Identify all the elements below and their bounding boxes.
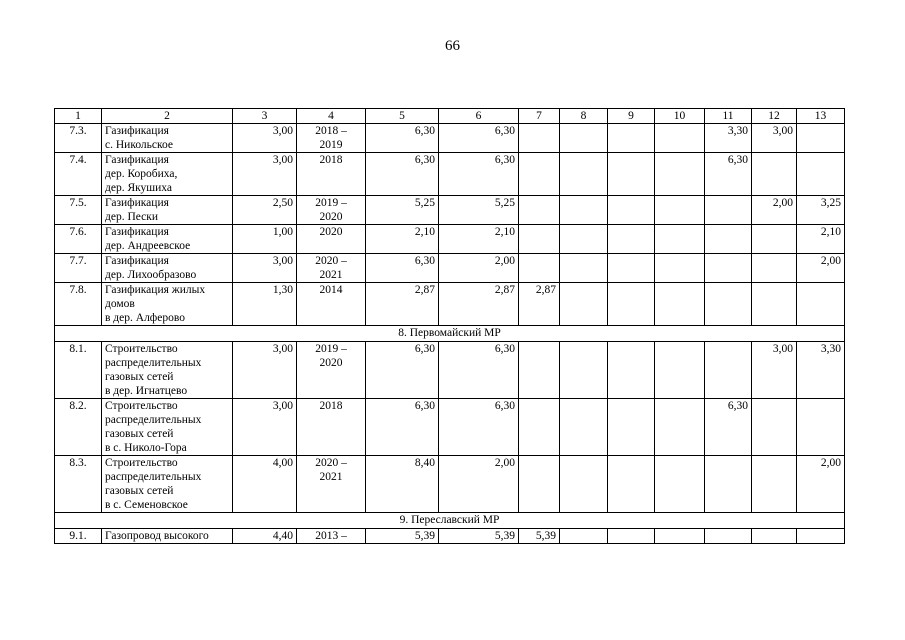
value-cell	[560, 153, 608, 196]
value-cell: 3,00	[233, 153, 297, 196]
value-cell: 6,30	[705, 153, 752, 196]
value-cell	[705, 342, 752, 399]
value-cell	[560, 254, 608, 283]
value-cell: 2020 – 2021	[297, 456, 366, 513]
value-cell: 6,30	[366, 254, 439, 283]
value-cell: 2,87	[366, 283, 439, 326]
value-cell	[560, 456, 608, 513]
table-row	[55, 283, 845, 326]
value-cell	[705, 196, 752, 225]
value-cell: 3,00	[233, 342, 297, 399]
section-title: 8. Первомайский МР	[55, 326, 845, 342]
value-cell: 3,30	[705, 124, 752, 153]
value-cell: 6,30	[366, 153, 439, 196]
value-cell	[519, 456, 560, 513]
value-cell	[608, 153, 655, 196]
value-cell	[560, 283, 608, 326]
column-number-cell: 2	[102, 109, 233, 124]
table-row	[55, 456, 845, 513]
value-cell	[608, 399, 655, 456]
value-cell	[752, 456, 797, 513]
value-cell: 5,39	[439, 529, 519, 544]
value-cell: 6,30	[366, 124, 439, 153]
value-cell	[752, 283, 797, 326]
value-cell: 6,30	[705, 399, 752, 456]
value-cell	[608, 196, 655, 225]
value-cell	[519, 399, 560, 456]
column-number-cell: 11	[705, 109, 752, 124]
column-number-row	[55, 109, 845, 124]
object-name-cell: Строительство распределительных газовых сетей в дер. Игнатцево	[102, 342, 233, 399]
row-number-cell: 7.4.	[55, 153, 102, 196]
value-cell: 3,00	[233, 124, 297, 153]
value-cell	[705, 254, 752, 283]
value-cell: 1,00	[233, 225, 297, 254]
value-cell: 2014	[297, 283, 366, 326]
value-cell	[752, 153, 797, 196]
row-number-cell: 8.1.	[55, 342, 102, 399]
value-cell	[655, 399, 705, 456]
value-cell: 2,10	[439, 225, 519, 254]
value-cell	[519, 153, 560, 196]
object-name-cell: Строительство распределительных газовых сетей в с. Николо-Гора	[102, 399, 233, 456]
value-cell: 2018	[297, 153, 366, 196]
row-number-cell: 7.8.	[55, 283, 102, 326]
value-cell	[560, 342, 608, 399]
value-cell: 5,39	[519, 529, 560, 544]
table-row	[55, 529, 845, 544]
value-cell: 2020 – 2021	[297, 254, 366, 283]
table-row	[55, 254, 845, 283]
object-name-cell: Газификация жилых домов в дер. Алферово	[102, 283, 233, 326]
object-name-cell: Строительство распределительных газовых сетей в с. Семеновское	[102, 456, 233, 513]
value-cell: 3,30	[797, 342, 845, 399]
value-cell: 2018 – 2019	[297, 124, 366, 153]
value-cell	[655, 283, 705, 326]
value-cell	[560, 196, 608, 225]
object-name-cell: Газификация дер. Андреевское	[102, 225, 233, 254]
value-cell: 2018	[297, 399, 366, 456]
value-cell: 2,00	[797, 254, 845, 283]
value-cell	[608, 124, 655, 153]
value-cell: 6,30	[366, 399, 439, 456]
value-cell: 3,00	[752, 342, 797, 399]
value-cell	[797, 283, 845, 326]
object-name-cell: Газопровод высокого	[102, 529, 233, 544]
value-cell	[560, 529, 608, 544]
section-title: 9. Переславский МР	[55, 513, 845, 529]
page-number: 66	[445, 38, 460, 54]
value-cell	[705, 456, 752, 513]
value-cell: 3,00	[233, 399, 297, 456]
section-row	[55, 326, 845, 342]
value-cell	[655, 254, 705, 283]
value-cell	[705, 283, 752, 326]
table-row	[55, 225, 845, 254]
value-cell	[608, 456, 655, 513]
value-cell: 5,39	[366, 529, 439, 544]
column-number-cell: 10	[655, 109, 705, 124]
value-cell: 2,50	[233, 196, 297, 225]
value-cell	[797, 153, 845, 196]
value-cell	[519, 342, 560, 399]
value-cell: 1,30	[233, 283, 297, 326]
value-cell: 6,30	[439, 399, 519, 456]
table-row	[55, 196, 845, 225]
value-cell: 6,30	[439, 124, 519, 153]
column-number-cell: 13	[797, 109, 845, 124]
value-cell: 2019 – 2020	[297, 196, 366, 225]
row-number-cell: 7.7.	[55, 254, 102, 283]
section-row	[55, 513, 845, 529]
row-number-cell: 8.3.	[55, 456, 102, 513]
value-cell: 2,00	[797, 456, 845, 513]
value-cell	[560, 399, 608, 456]
value-cell	[797, 399, 845, 456]
value-cell: 2,10	[797, 225, 845, 254]
table-row	[55, 124, 845, 153]
value-cell: 2,10	[366, 225, 439, 254]
value-cell: 2,00	[752, 196, 797, 225]
value-cell	[655, 342, 705, 399]
value-cell: 6,30	[439, 342, 519, 399]
value-cell: 2019 – 2020	[297, 342, 366, 399]
table-row	[55, 399, 845, 456]
row-number-cell: 7.3.	[55, 124, 102, 153]
value-cell: 6,30	[366, 342, 439, 399]
value-cell	[519, 124, 560, 153]
value-cell	[752, 254, 797, 283]
object-name-cell: Газификация с. Никольское	[102, 124, 233, 153]
column-number-cell: 9	[608, 109, 655, 124]
value-cell	[655, 225, 705, 254]
value-cell	[608, 529, 655, 544]
value-cell	[752, 529, 797, 544]
value-cell	[655, 529, 705, 544]
value-cell	[608, 254, 655, 283]
column-number-cell: 3	[233, 109, 297, 124]
value-cell: 4,00	[233, 456, 297, 513]
value-cell	[752, 399, 797, 456]
value-cell	[519, 225, 560, 254]
table-row	[55, 342, 845, 399]
object-name-cell: Газификация дер. Лихообразово	[102, 254, 233, 283]
value-cell: 3,00	[752, 124, 797, 153]
value-cell: 3,25	[797, 196, 845, 225]
value-cell: 3,00	[233, 254, 297, 283]
value-cell	[655, 456, 705, 513]
value-cell	[655, 196, 705, 225]
value-cell: 8,40	[366, 456, 439, 513]
table-row	[55, 153, 845, 196]
object-name-cell: Газификация дер. Пески	[102, 196, 233, 225]
value-cell: 2,00	[439, 254, 519, 283]
value-cell	[655, 124, 705, 153]
value-cell	[608, 342, 655, 399]
value-cell: 2013 –	[297, 529, 366, 544]
value-cell	[608, 225, 655, 254]
value-cell: 2,87	[519, 283, 560, 326]
column-number-cell: 12	[752, 109, 797, 124]
value-cell	[560, 225, 608, 254]
value-cell	[705, 529, 752, 544]
value-cell	[797, 529, 845, 544]
column-number-cell: 8	[560, 109, 608, 124]
row-number-cell: 7.6.	[55, 225, 102, 254]
row-number-cell: 8.2.	[55, 399, 102, 456]
object-name-cell: Газификация дер. Коробиха, дер. Якушиха	[102, 153, 233, 196]
column-number-cell: 1	[55, 109, 102, 124]
value-cell: 5,25	[366, 196, 439, 225]
value-cell	[560, 124, 608, 153]
value-cell: 4,40	[233, 529, 297, 544]
value-cell: 2020	[297, 225, 366, 254]
value-cell	[608, 283, 655, 326]
value-cell	[519, 254, 560, 283]
row-number-cell: 7.5.	[55, 196, 102, 225]
value-cell	[655, 153, 705, 196]
value-cell	[752, 225, 797, 254]
column-number-cell: 5	[366, 109, 439, 124]
column-number-cell: 7	[519, 109, 560, 124]
value-cell	[797, 124, 845, 153]
value-cell: 2,00	[439, 456, 519, 513]
value-cell: 2,87	[439, 283, 519, 326]
column-number-cell: 4	[297, 109, 366, 124]
column-number-cell: 6	[439, 109, 519, 124]
value-cell	[705, 225, 752, 254]
value-cell: 6,30	[439, 153, 519, 196]
value-cell: 5,25	[439, 196, 519, 225]
row-number-cell: 9.1.	[55, 529, 102, 544]
investment-table	[54, 108, 845, 544]
value-cell	[519, 196, 560, 225]
